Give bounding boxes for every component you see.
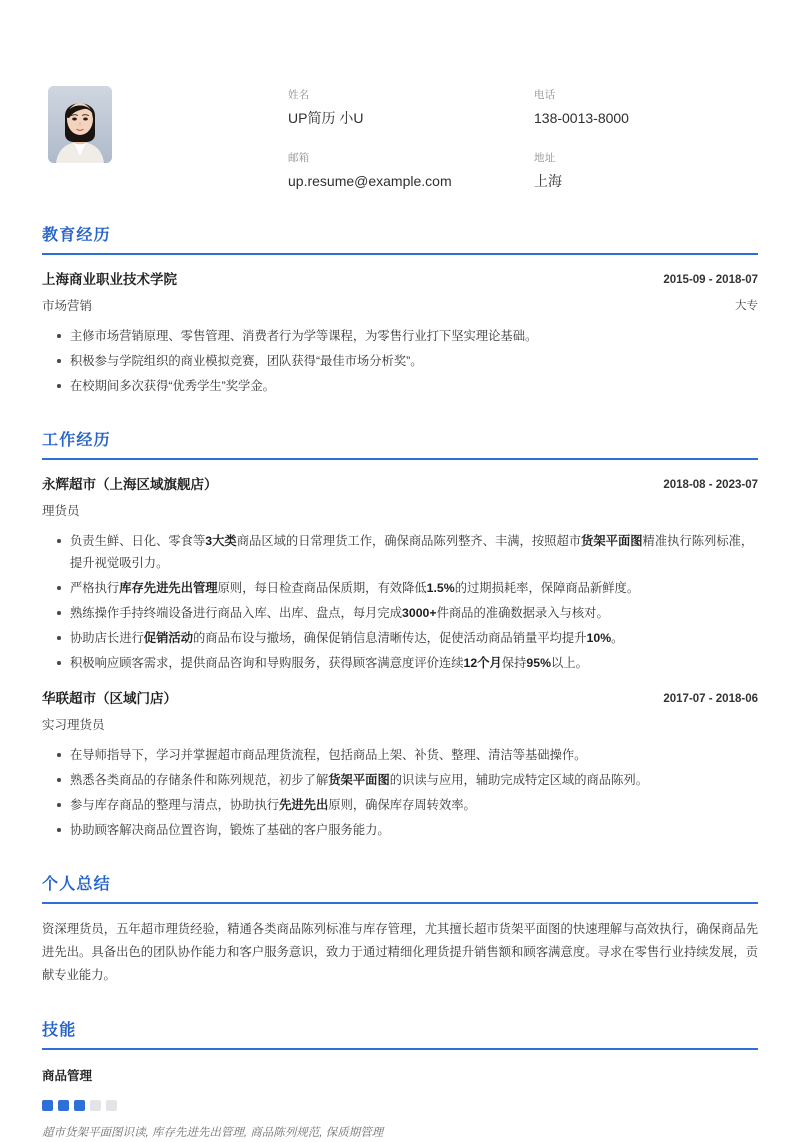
entry-bullet: 熟悉各类商品的存储条件和陈列规范，初步了解货架平面图的识读与应用，辅助完成特定区域的商品陈列。 [57,769,758,791]
highlight-text: 货架平面图 [328,773,390,787]
entry-header [42,475,758,521]
highlight-text: 货架平面图 [581,534,643,548]
skill-name: 商品管理 [42,1069,93,1083]
contact-label: 电话 [534,89,556,101]
entry-bullet: 负责生鲜、日化、零食等3大类商品区域的日常理货工作，确保商品陈列整齐、丰满，按照超市货架平面图精准执行陈列标准，提升视觉吸引力。 [57,530,758,574]
highlight-text: 促销活动 [143,631,193,645]
highlight-text: 3000+ [402,606,437,620]
highlight-text: 95% [526,656,552,670]
skill-level-square-filled [74,1100,85,1111]
resume-header [42,0,758,192]
section-education [42,226,758,397]
contact-value: up.resume@example.com [288,173,452,189]
entry-bullet: 熟练操作手持终端设备进行商品入库、出库、盘点，每月完成3000+件商品的准确数据录入与核对。 [57,602,758,624]
section-title-skills: 技能 [42,1022,77,1039]
highlight-text: 10% [586,631,612,645]
entry-bullet-list [42,530,758,674]
entry-role: 实习理货员 [42,718,105,732]
entry-bullet: 在校期间多次获得“优秀学生”奖学金。 [57,375,758,397]
resume-entry [42,270,758,397]
entry-left [42,475,663,521]
entry-dates: 2015-09 - 2018-07 [663,274,758,286]
entry-organization: 永辉超市（上海区域旗舰店） [42,477,218,492]
entry-bullet: 主修市场营销原理、零售管理、消费者行为学等课程，为零售行业打下坚实理论基础。 [57,325,758,347]
skill-block [42,1066,758,1142]
highlight-text: 3大类 [205,534,237,548]
entry-bullet: 协助顾客解决商品位置咨询，锻炼了基础的客户服务能力。 [57,819,758,841]
entry-left [42,270,663,316]
skill-level-square-filled [42,1100,53,1111]
highlight-text: 库存先进先出管理 [119,581,218,595]
highlight-text: 先进先出 [279,798,329,812]
highlight-text: 12个月 [463,656,502,670]
entry-dates: 2018-08 - 2023-07 [663,479,758,491]
resume-entry [42,475,758,674]
entry-bullet: 严格执行库存先进先出管理原则，每日检查商品保质期，有效降低1.5%的过期损耗率，保障商品新鲜度。 [57,577,758,599]
skill-keywords: 超市货架平面图识读, 库存先进先出管理, 商品陈列规范, 保质期管理 [42,1127,384,1139]
contact-field-name [288,88,534,129]
section-title-summary: 个人总结 [42,876,111,893]
contact-label: 地址 [534,152,556,164]
contact-label: 姓名 [288,89,310,101]
education-entries [42,270,758,397]
entry-organization: 华联超市（区域门店） [42,691,177,706]
section-divider [42,458,758,460]
entry-header [42,689,758,735]
contact-field-address [534,151,758,192]
entry-header [42,270,758,316]
entry-bullet: 协助店长进行促销活动的商品布设与撤场，确保促销信息清晰传达，促使活动商品销量平均提升10%。 [57,627,758,649]
work-entries [42,475,758,841]
contact-value: UP简历 小U [288,110,364,126]
entry-role: 理货员 [42,504,80,518]
section-divider [42,902,758,904]
skill-level-square-empty [106,1100,117,1111]
skill-level-meter [42,1100,758,1111]
contact-value: 138-0013-8000 [534,110,629,126]
section-divider [42,1048,758,1050]
section-summary [42,875,758,987]
section-divider [42,253,758,255]
entry-right [663,689,758,709]
section-title-education: 教育经历 [42,227,111,244]
skill-level-square-empty [90,1100,101,1111]
section-skills [42,1021,758,1142]
entry-right [663,475,758,495]
entry-bullet: 在导师指导下，学习并掌握超市商品理货流程，包括商品上架、补货、整理、清洁等基础操作。 [57,744,758,766]
entry-dates: 2017-07 - 2018-06 [663,693,758,705]
entry-bullet: 积极参与学院组织的商业模拟竞赛，团队获得“最佳市场分析奖”。 [57,350,758,372]
contact-field-email [288,151,534,192]
entry-right [663,270,758,316]
resume-entry [42,689,758,841]
section-work [42,431,758,841]
contact-field-phone [534,88,758,129]
summary-text: 资深理货员，五年超市理货经验，精通各类商品陈列标准与库存管理，尤其擅长超市货架平面图的快速理解与高效执行，确保商品先进先出。具备出色的团队协作能力和客户服务意识，致力于通过精细化理货提升销售额和顾客满意度。寻求在零售行业持续发展，贡献专业能力。 [42,922,758,982]
contact-label: 邮箱 [288,152,310,164]
entry-bullet-list [42,744,758,841]
skill-level-square-filled [58,1100,69,1111]
entry-organization: 上海商业职业技术学院 [42,272,177,287]
entry-role: 市场营销 [42,299,93,313]
skill-blocks [42,1066,758,1142]
contact-details [288,86,758,192]
contact-value: 上海 [534,173,562,189]
entry-bullet: 积极响应顾客需求，提供商品咨询和导购服务，获得顾客满意度评价连续12个月保持95%以上。 [57,652,758,674]
entry-left [42,689,663,735]
entry-degree: 大专 [735,300,758,312]
profile-photo-illustration [48,86,112,163]
entry-bullet: 参与库存商品的整理与清点，协助执行先进先出原则，确保库存周转效率。 [57,794,758,816]
profile-photo [48,86,112,163]
entry-bullet-list [42,325,758,397]
highlight-text: 1.5% [426,581,455,595]
section-title-work: 工作经历 [42,432,111,449]
